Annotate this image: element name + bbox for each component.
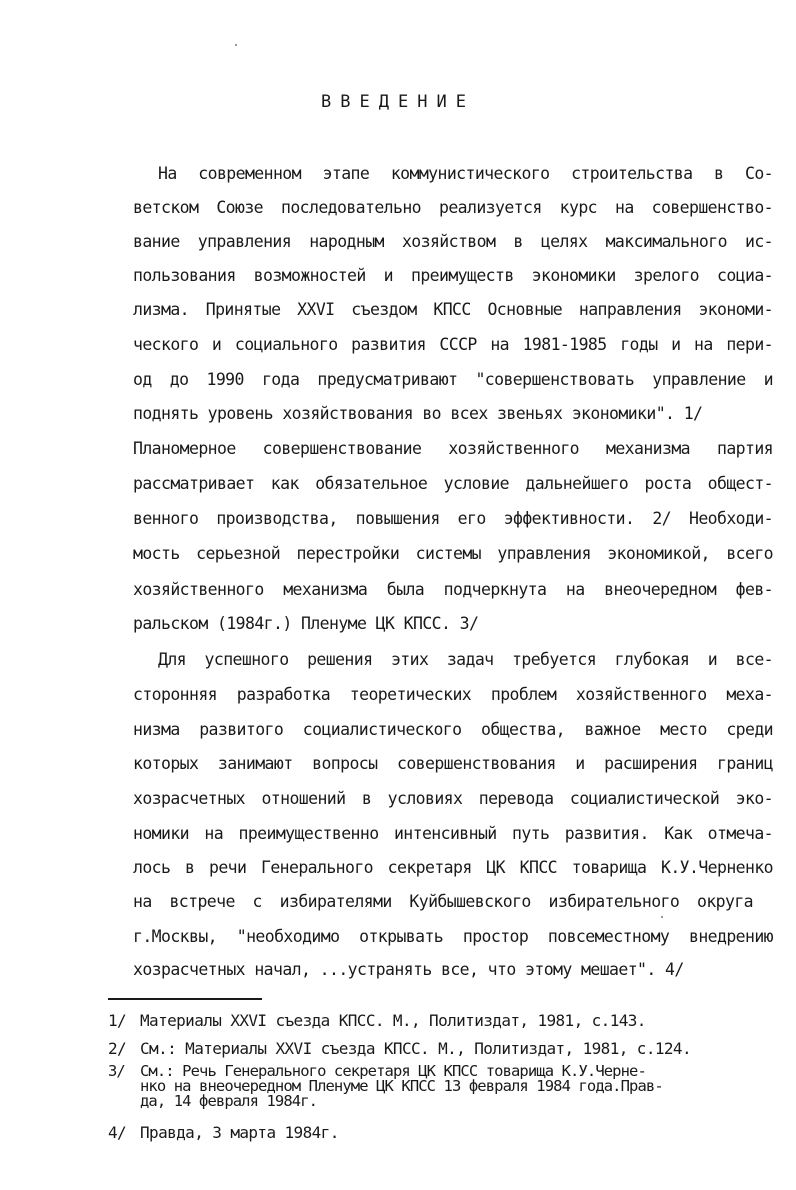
- body-line: ральском (1984г.) Пленуме ЦК КПСС. 3/: [133, 614, 479, 633]
- footnote-text: См.: Материалы XXVI съезда КПСС. М., Политиздат, 1981, с.124.: [140, 1039, 692, 1058]
- body-line: хозрасчетных отношений в условиях перевода социалистической эко-: [133, 789, 773, 808]
- body-line: лось в речи Генерального секретаря ЦК КПСС товарища К.У.Черненко: [133, 858, 773, 877]
- footnote-number: 3/: [108, 1062, 125, 1080]
- body-line: Планомерное совершенствование хозяйственного механизма партия: [133, 439, 773, 458]
- scan-speck: [235, 44, 237, 46]
- footnote-text: См.: Речь Генерального секретаря ЦК КПСС товарища К.У.Черне-: [140, 1062, 646, 1080]
- body-line: пользования возможностей и преимуществ экономики зрелого социа-: [133, 266, 773, 285]
- body-line: вание управления народным хозяйством в целях максимального ис-: [133, 232, 773, 251]
- body-line: которых занимают вопросы совершенствования и расширения границ: [133, 754, 773, 773]
- footnote-number: 1/: [108, 1011, 127, 1030]
- footnote-continuation: да, 14 февраля 1984г.: [140, 1092, 318, 1110]
- body-line: ветском Союзе последовательно реализуется курс на совершенство-: [133, 198, 773, 217]
- body-line: хозрасчетных начал, ...устранять все, что этому мешает". 4/: [133, 960, 684, 979]
- body-line: рассматривает как обязательное условие дальнейшего роста общест-: [133, 474, 773, 493]
- body-line: од до 1990 года предусматривают "совершенствовать управление и: [133, 370, 773, 389]
- body-line: Для успешного решения этих задач требуется глубокая и все-: [158, 650, 773, 669]
- footnote-text: Материалы XXVI съезда КПСС. М., Политиздат, 1981, с.143.: [140, 1011, 646, 1030]
- footnote-text: Правда, 3 марта 1984г.: [140, 1123, 339, 1142]
- footnote: [108, 1124, 339, 1142]
- body-line: на встрече с избирателями Куйбышевского избирательного округа: [133, 892, 753, 911]
- body-line: номики на преимущественно интенсивный путь развития. Как отмеча-: [133, 824, 773, 843]
- body-line: низма развитого социалистического общества, важное место среди: [133, 720, 773, 739]
- body-line: На современном этапе коммунистического строительства в Со-: [158, 164, 773, 183]
- body-line: ческого и социального развития СССР на 1981-1985 годы и на пери-: [133, 335, 773, 354]
- footnote-continuation: нко на внеочередном Пленуме ЦК КПСС 13 февраля 1984 года.Прав-: [140, 1077, 663, 1095]
- body-line: хозяйственного механизма была подчеркнута на внеочередном фев-: [133, 580, 773, 599]
- body-line: венного производства, повышения его эффективности. 2/ Необходи-: [133, 509, 773, 528]
- page-title: ВВЕДЕНИЕ: [321, 92, 475, 112]
- scan-speck: [661, 916, 663, 918]
- body-line: поднять уровень хозяйствования во всех звеньях экономики". 1/: [133, 404, 703, 423]
- body-line: сторонняя разработка теоретических проблем хозяйственного меха-: [133, 685, 773, 704]
- body-line: лизма. Принятые XXVI съездом КПСС Основные направления экономи-: [133, 300, 773, 319]
- body-line: мость серьезной перестройки системы управления экономикой, всего: [133, 544, 773, 563]
- footnote: [108, 1040, 691, 1058]
- footnote-divider: [108, 998, 262, 1000]
- body-line: г.Москвы, "необходимо открывать простор повсеместному внедрению: [133, 927, 773, 946]
- footnote-number: 2/: [108, 1039, 127, 1058]
- footnote: [108, 1012, 646, 1030]
- footnote-number: 4/: [108, 1123, 127, 1142]
